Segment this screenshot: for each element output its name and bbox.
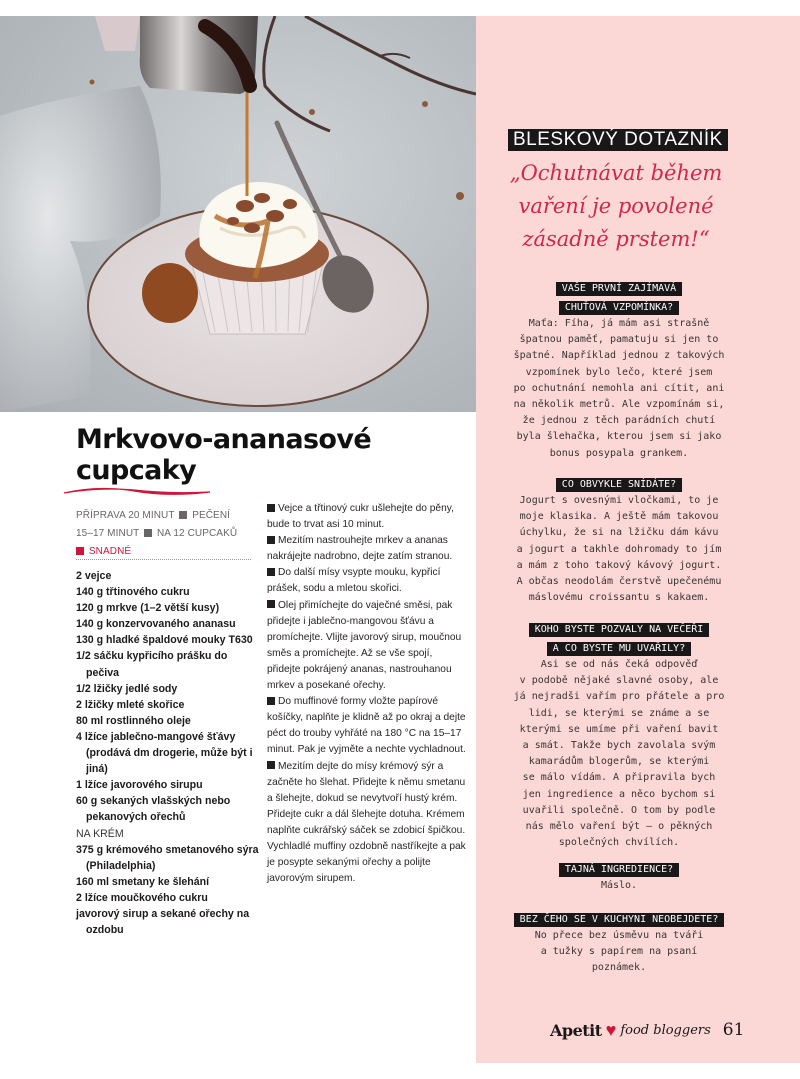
question-label: VAŠE PRVNÍ ZAJÍMAVÁ xyxy=(556,282,682,296)
title-line: cupcaky xyxy=(76,455,197,486)
bullet-square-icon xyxy=(267,536,275,544)
cupcake-illustration xyxy=(0,16,476,412)
ingredient-item: 375 g krémového smetanového sýra (Philadelphia) xyxy=(76,843,259,872)
ingredient-item: 1/2 lžičky jedlé sody xyxy=(76,682,178,695)
ingredient-item: 2 lžičky mleté skořice xyxy=(76,698,185,711)
ingredient-list xyxy=(76,568,261,938)
answer-text: Jogurt s ovesnými vločkami, to je moje klasika. A ještě mám takovou úchylku, že si na lžičku dám kávu a jogurt a takhle dohromady to jím a mám z toho takový kávový jogurt. A občas neodolám čerstvě upečenému máslovému croissantu s kakaem. xyxy=(516,495,722,604)
ingredient-item: 120 g mrkve (1–2 větší kusy) xyxy=(76,602,220,615)
bullet-square-icon xyxy=(267,600,275,608)
background-cupcake xyxy=(95,16,140,51)
quote-line: vaření je povolené xyxy=(518,194,714,218)
apetit-logo: Apetit xyxy=(550,1020,602,1040)
question-label: CO OBVYKLE SNÍDÁTE? xyxy=(556,478,682,492)
quote-line: „Ochutnávat během xyxy=(509,161,723,185)
bullet-square-icon xyxy=(267,504,275,512)
branch xyxy=(264,16,330,131)
ingredient-item: 2 vejce xyxy=(76,570,112,582)
instruction-step xyxy=(267,565,467,597)
step-text: Do další mísy vsypte mouku, kypřicí prášek, sodu a mletou skořici. xyxy=(267,567,441,595)
ingredient-item: 140 g konzervovaného ananasu xyxy=(76,618,236,631)
qa-dinner-guest xyxy=(488,619,750,851)
ingredient-item: 140 g třtinového cukru xyxy=(76,586,190,599)
question-label: BEZ ČEHO SE V KUCHYNI NEOBEJDETE? xyxy=(514,913,725,927)
recipe-title xyxy=(76,424,406,486)
page-number: 61 xyxy=(722,1020,745,1040)
step-text: Mezitím dejte do mísy krémový sýr a začněte ho šlehat. Přidejte k němu smetanu a šlehejte, dokud se nevytvoří hustý krém. Přidejte cukr a dál šlehejte dotuha. Krémem naplňte cukrářský sáček se zdobicí špičkou. Vychladlé muffiny ozdobně nastříkejte a pak je posypte sekanými ořechy a polijte javorovým sirupem. xyxy=(267,760,466,885)
ingredient-item: 1/2 sáčku kypřicího prášku do pečiva xyxy=(76,650,228,679)
qa-secret-ingredient xyxy=(488,859,750,894)
qa-breakfast xyxy=(488,474,750,606)
difficulty: SNADNÉ xyxy=(88,546,132,557)
ingredient-item: 2 lžíce moučkového cukru xyxy=(76,891,208,904)
recipe-meta xyxy=(76,507,251,561)
ingredient-item: javorový sirup a sekané ořechy na ozdobu xyxy=(76,907,250,937)
dotted-divider xyxy=(76,559,251,560)
question-label: CHUŤOVÁ VZPOMÍNKA? xyxy=(559,301,679,315)
bullet-square-icon xyxy=(144,529,152,537)
magazine-footer xyxy=(550,1018,744,1042)
bake-time-label: PEČENÍ xyxy=(192,510,231,521)
prep-time: PŘÍPRAVA 20 MINUT xyxy=(76,510,175,521)
pull-quote xyxy=(476,157,756,256)
step-text: Do muffinové formy vložte papírové košíčky, naplňte je klidně až po okraj a dejte péct do trouby vyhřáté na 180 °C na 15–17 minut. Pak je vyjměte a nechte vychladnout. xyxy=(267,696,466,756)
bullet-square-icon xyxy=(76,547,84,555)
question-label: A CO BYSTE MU UVAŘILY? xyxy=(547,642,691,656)
bullet-square-icon xyxy=(267,761,275,769)
step-text: Olej přimíchejte do vaječné směsi, pak přidejte i jablečno-mangovou šťávu a promíchejte. Vlijte javorový sirup, moučnou směs a promíchejte. Až se vše spojí, přidejte pokrájený ananas, nastrouhanou mrkev a posekané ořechy. xyxy=(267,599,462,692)
instruction-step xyxy=(267,501,467,533)
bullet-square-icon xyxy=(179,511,187,519)
ingredient-item: 160 ml smetany ke šlehání xyxy=(76,875,210,888)
heart-icon: ♥ xyxy=(605,1020,617,1040)
ingredient-item: 130 g hladké špaldové mouky T630 xyxy=(76,634,253,647)
title-underline-swoosh xyxy=(64,485,210,497)
answer-text: No přece bez úsměvu na tváři a tužky s papírem na psaní poznámek. xyxy=(534,930,704,974)
question-label: KOHO BYSTE POZVALY NA VEČEŘI xyxy=(529,623,710,637)
bullet-square-icon xyxy=(267,568,275,576)
instruction-step xyxy=(267,598,467,695)
instruction-steps xyxy=(267,501,467,887)
ingredient-item: 4 lžíce jablečno-mangové šťávy (prodává dm drogerie, může být i jiná) xyxy=(76,730,253,776)
bullet-square-icon xyxy=(267,697,275,705)
ingredient-item: 1 lžíce javorového sirupu xyxy=(76,779,203,792)
instruction-step xyxy=(267,533,467,565)
yield: NA 12 CUPCAKŮ xyxy=(156,528,238,539)
instruction-step xyxy=(267,694,467,758)
recipe-photo xyxy=(0,16,476,412)
ingredient-item: 80 ml rostlinného oleje xyxy=(76,714,191,727)
quick-questionnaire-sidebar xyxy=(476,16,800,1063)
ingredient-section-heading: NA KRÉM xyxy=(76,827,124,840)
ingredient-item: 60 g sekaných vlašských nebo pekanových ořechů xyxy=(76,795,231,824)
qa-kitchen-essential xyxy=(488,909,750,977)
question-label: TAJNÁ INGREDIENCE? xyxy=(559,863,679,877)
step-text: Mezitím nastrouhejte mrkev a ananas nakrájejte nadrobno, dejte zatím stranou. xyxy=(267,535,453,563)
answer-text: Máslo. xyxy=(600,880,638,891)
qa-first-taste-memory xyxy=(488,278,750,462)
bake-time: 15–17 MINUT xyxy=(76,528,140,539)
questionnaire-badge: BLESKOVÝ DOTAZNÍK xyxy=(508,129,728,151)
step-text: Vejce a třtinový cukr ušlehejte do pěny, bude to trvat asi 10 minut. xyxy=(267,503,454,531)
title-line: Mrkvovo-ananasové xyxy=(76,424,372,455)
quote-line: zásadně prstem!“ xyxy=(522,227,710,251)
instruction-step xyxy=(267,759,467,888)
section-name: food bloggers xyxy=(620,1022,711,1038)
answer-text: Asi se od nás čeká odpověď v podobě nějaké slavné osoby, ale já nejradši vařím pro přátele a pro lidi, se kterými se známe a se kterými se umíme při vaření bavit a smát. Takže bych zavolala svým kamarádům blogerům, se kterými se málo vídám. A připravila bych jen ingredience a něco bychom si uvařili společně. O tom by podle nás mělo vaření být – o pěkných společných chvílích. xyxy=(513,659,725,849)
answer-text: Maťa: Fíha, já mám asi strašně špatnou paměť, pamatuju si jen to špatné. Například jednou z takových vzpomínek bylo lečo, které jsem po ochutnání nemohla ani cítit, ani na několik metrů. Ale vzpomínám si, že jednou z těch parádních chutí byla šlehačka, kterou jsem si jako bonus posypala grankem. xyxy=(513,318,725,459)
